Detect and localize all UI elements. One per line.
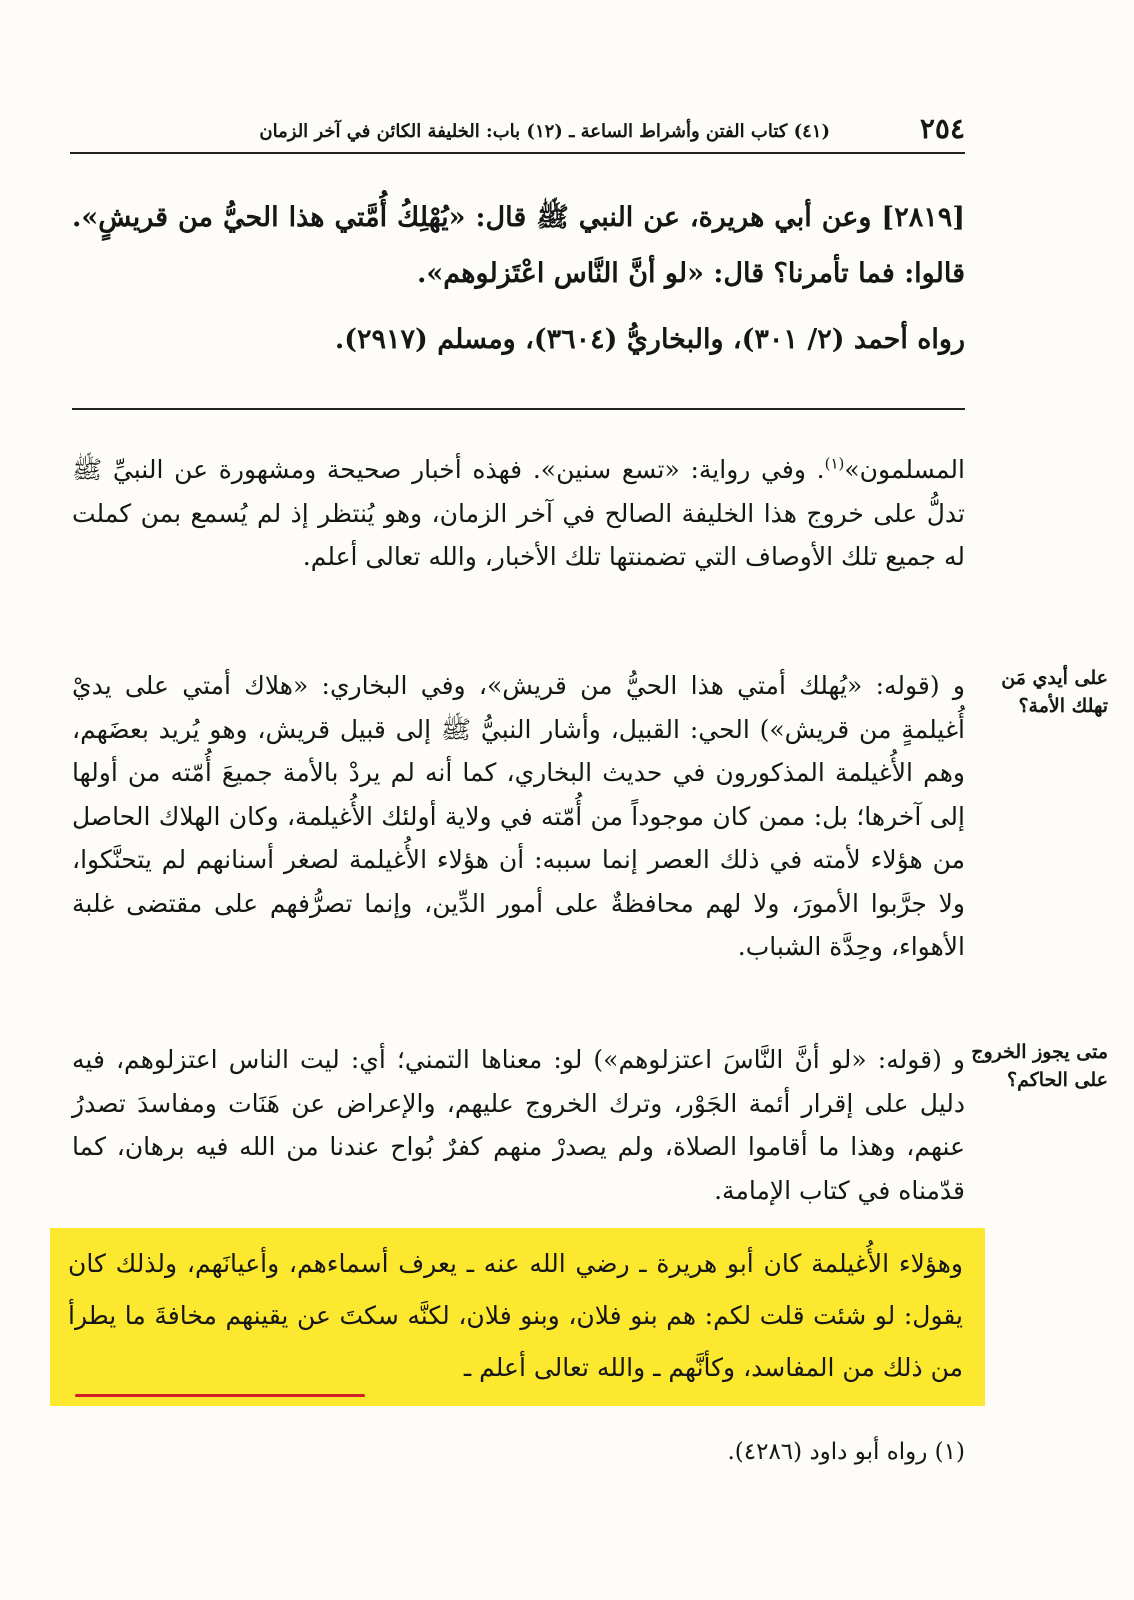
footnote: (١) رواه أبو داود (٤٢٨٦). — [727, 1439, 965, 1465]
hadith-source: رواه أحمد (٢/ ٣٠١)، والبخاريُّ (٣٦٠٤)، ومسلم (٢٩١٧). — [334, 324, 965, 355]
margin-note-1: على أيدي مَن تهلك الأمة؟ — [1001, 667, 1108, 717]
commentary-paragraph-2: و (قوله: «يُهلك أمتي هذا الحيُّ من قريش»، وفي البخاري: «هلاك أمتي على يديْ أُغيلمةٍ من قريش») الحي: القبيل، وأشار النبيُّ ﷺ إلى قبيل قريش، وهو يُريد بعضَهم، وهم الأُغيلمة المذكورون في حديث البخاري، كما أنه لم يردْ بالأمة جميعَ أُمّته من أولها إلى آخرها؛ بل: ممن كان موجوداً من أُمّته في ولاية أولئك الأُغيلمة، وكان الهلاك الحاصل من هؤلاء لأمته في ذلك العصر إنما سببه: أن هؤلاء الأُغيلمة لصغر أسنانهم لم يتحنَّكوا، ولا جرَّبوا الأمورَ، ولا لهم محافظةٌ على أمور الدِّين، وإنما تصرُّفهم على مقتضى غلبة الأهواء، وحِدَّة الشباب. — [72, 671, 965, 961]
page-header — [70, 112, 965, 154]
paragraph-1-rest: . وفي رواية: «تسع سنين». فهذه أخبار صحيحة ومشهورة عن النبيِّ ﷺ تدلُّ على خروج هذا الخليفة الصالح في آخر الزمان، وهو يُنتظر إذ لم يُسمع بمن كملت له جميع تلك الأوصاف التي تضمنتها تلك الأخبار، والله تعالى أعلم. — [72, 455, 965, 571]
running-title: (٤١) كتاب الفتن وأشراط الساعة ـ (١٢) باب: الخليفة الكائن في آخر الزمان — [259, 121, 830, 142]
commentary-paragraph-3: و (قوله: «لو أنَّ النَّاسَ اعتزلوهم») لو: معناها التمني؛ أي: ليت الناس اعتزلوهم، فيه دليل على إقرار أئمة الجَوْر، وترك الخروج عليهم، والإعراض عن هَنَات ومفاسدَ تصدرُ عنهم، وهذا ما أقاموا الصلاة، ولم يصدرْ منهم كفرٌ بُواح عندنا من الله فيه برهان، كما قدّمناه في كتاب الإمامة. — [72, 1045, 965, 1205]
page-number: ٢٥٤ — [919, 112, 965, 145]
margin-note-2: متى يجوز الخروج على الحاكم؟ — [971, 1041, 1108, 1091]
red-underline — [75, 1394, 365, 1397]
paragraph-1-start: المسلمون» — [844, 455, 965, 484]
highlighted-paragraph: وهؤلاء الأُغيلمة كان أبو هريرة ـ رضي الله عنه ـ يعرف أسماءهم، وأعيانَهم، ولذلك كان يقول: لو شئت قلت لكم: هم بنو فلان، وبنو فلان، لكنَّه سكتَ عن يقينهم مخافةَ ما يطرأ من ذلك من المفاسد، وكأنَّهم ـ والله تعالى أعلم ـ — [68, 1249, 963, 1382]
commentary-paragraph-1 — [72, 448, 965, 579]
section-divider — [72, 408, 965, 410]
footnote-reference: (١) — [824, 454, 845, 473]
hadith-text: [٢٨١٩] وعن أبي هريرة، عن النبي ﷺ قال: «يُهْلِكُ أُمَّتي هذا الحيُّ من قريشٍ». قالوا: فما تأمرنا؟ قال: «لو أنَّ النَّاس اعْتَزلوهم». — [72, 202, 965, 289]
